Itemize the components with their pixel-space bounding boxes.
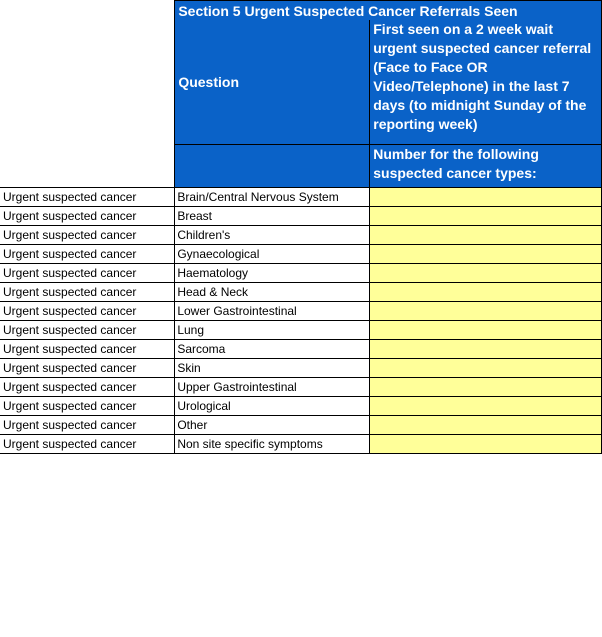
row-label: Urgent suspected cancer [0,359,175,378]
subheader-row [0,145,602,188]
number-input-cell[interactable] [370,283,602,302]
table-row [0,188,602,207]
cancer-type-label: Haematology [175,264,370,283]
table-row [0,359,602,378]
table-row [0,416,602,435]
empty-cell [0,1,175,21]
table-row [0,321,602,340]
table-row [0,397,602,416]
row-label: Urgent suspected cancer [0,207,175,226]
table-row [0,302,602,321]
cancer-type-label: Sarcoma [175,340,370,359]
row-label: Urgent suspected cancer [0,226,175,245]
number-input-cell[interactable] [370,378,602,397]
empty-cell [0,20,175,145]
number-input-cell[interactable] [370,264,602,283]
row-label: Urgent suspected cancer [0,302,175,321]
row-label: Urgent suspected cancer [0,283,175,302]
row-label: Urgent suspected cancer [0,245,175,264]
row-label: Urgent suspected cancer [0,188,175,207]
table-row [0,245,602,264]
blank-header-cell [175,145,370,188]
cancer-type-label: Skin [175,359,370,378]
question-header: Question [175,20,370,145]
row-label: Urgent suspected cancer [0,416,175,435]
cancer-type-label: Children's [175,226,370,245]
cancer-type-label: Non site specific symptoms [175,435,370,454]
cancer-type-label: Lung [175,321,370,340]
row-label: Urgent suspected cancer [0,397,175,416]
number-input-cell[interactable] [370,245,602,264]
row-label: Urgent suspected cancer [0,378,175,397]
row-label: Urgent suspected cancer [0,321,175,340]
cancer-type-label: Head & Neck [175,283,370,302]
row-label: Urgent suspected cancer [0,340,175,359]
cancer-type-label: Breast [175,207,370,226]
number-input-cell[interactable] [370,302,602,321]
table-row [0,435,602,454]
table-row [0,340,602,359]
number-input-cell[interactable] [370,321,602,340]
table-row [0,378,602,397]
table-row [0,283,602,302]
cancer-type-label: Other [175,416,370,435]
number-input-cell[interactable] [370,340,602,359]
table-row [0,264,602,283]
cancer-type-label: Urological [175,397,370,416]
section-title-row [0,1,602,21]
number-input-cell[interactable] [370,359,602,378]
number-input-cell[interactable] [370,226,602,245]
cancer-type-label: Upper Gastrointestinal [175,378,370,397]
number-input-cell[interactable] [370,397,602,416]
header-row [0,20,602,145]
empty-cell [0,145,175,188]
number-input-cell[interactable] [370,207,602,226]
section-title: Section 5 Urgent Suspected Cancer Referrals Seen [175,1,602,21]
number-input-cell[interactable] [370,416,602,435]
number-input-cell[interactable] [370,435,602,454]
table-row [0,226,602,245]
row-label: Urgent suspected cancer [0,435,175,454]
cancer-type-label: Brain/Central Nervous System [175,188,370,207]
cancer-type-label: Lower Gastrointestinal [175,302,370,321]
number-header: Number for the following suspected cancer types: [370,145,602,188]
table-row [0,207,602,226]
description-header: First seen on a 2 week wait urgent suspected cancer referral (Face to Face OR Video/Telephone) in the last 7 days (to midnight Sunday of the reporting week) [370,20,602,145]
cancer-type-label: Gynaecological [175,245,370,264]
row-label: Urgent suspected cancer [0,264,175,283]
number-input-cell[interactable] [370,188,602,207]
